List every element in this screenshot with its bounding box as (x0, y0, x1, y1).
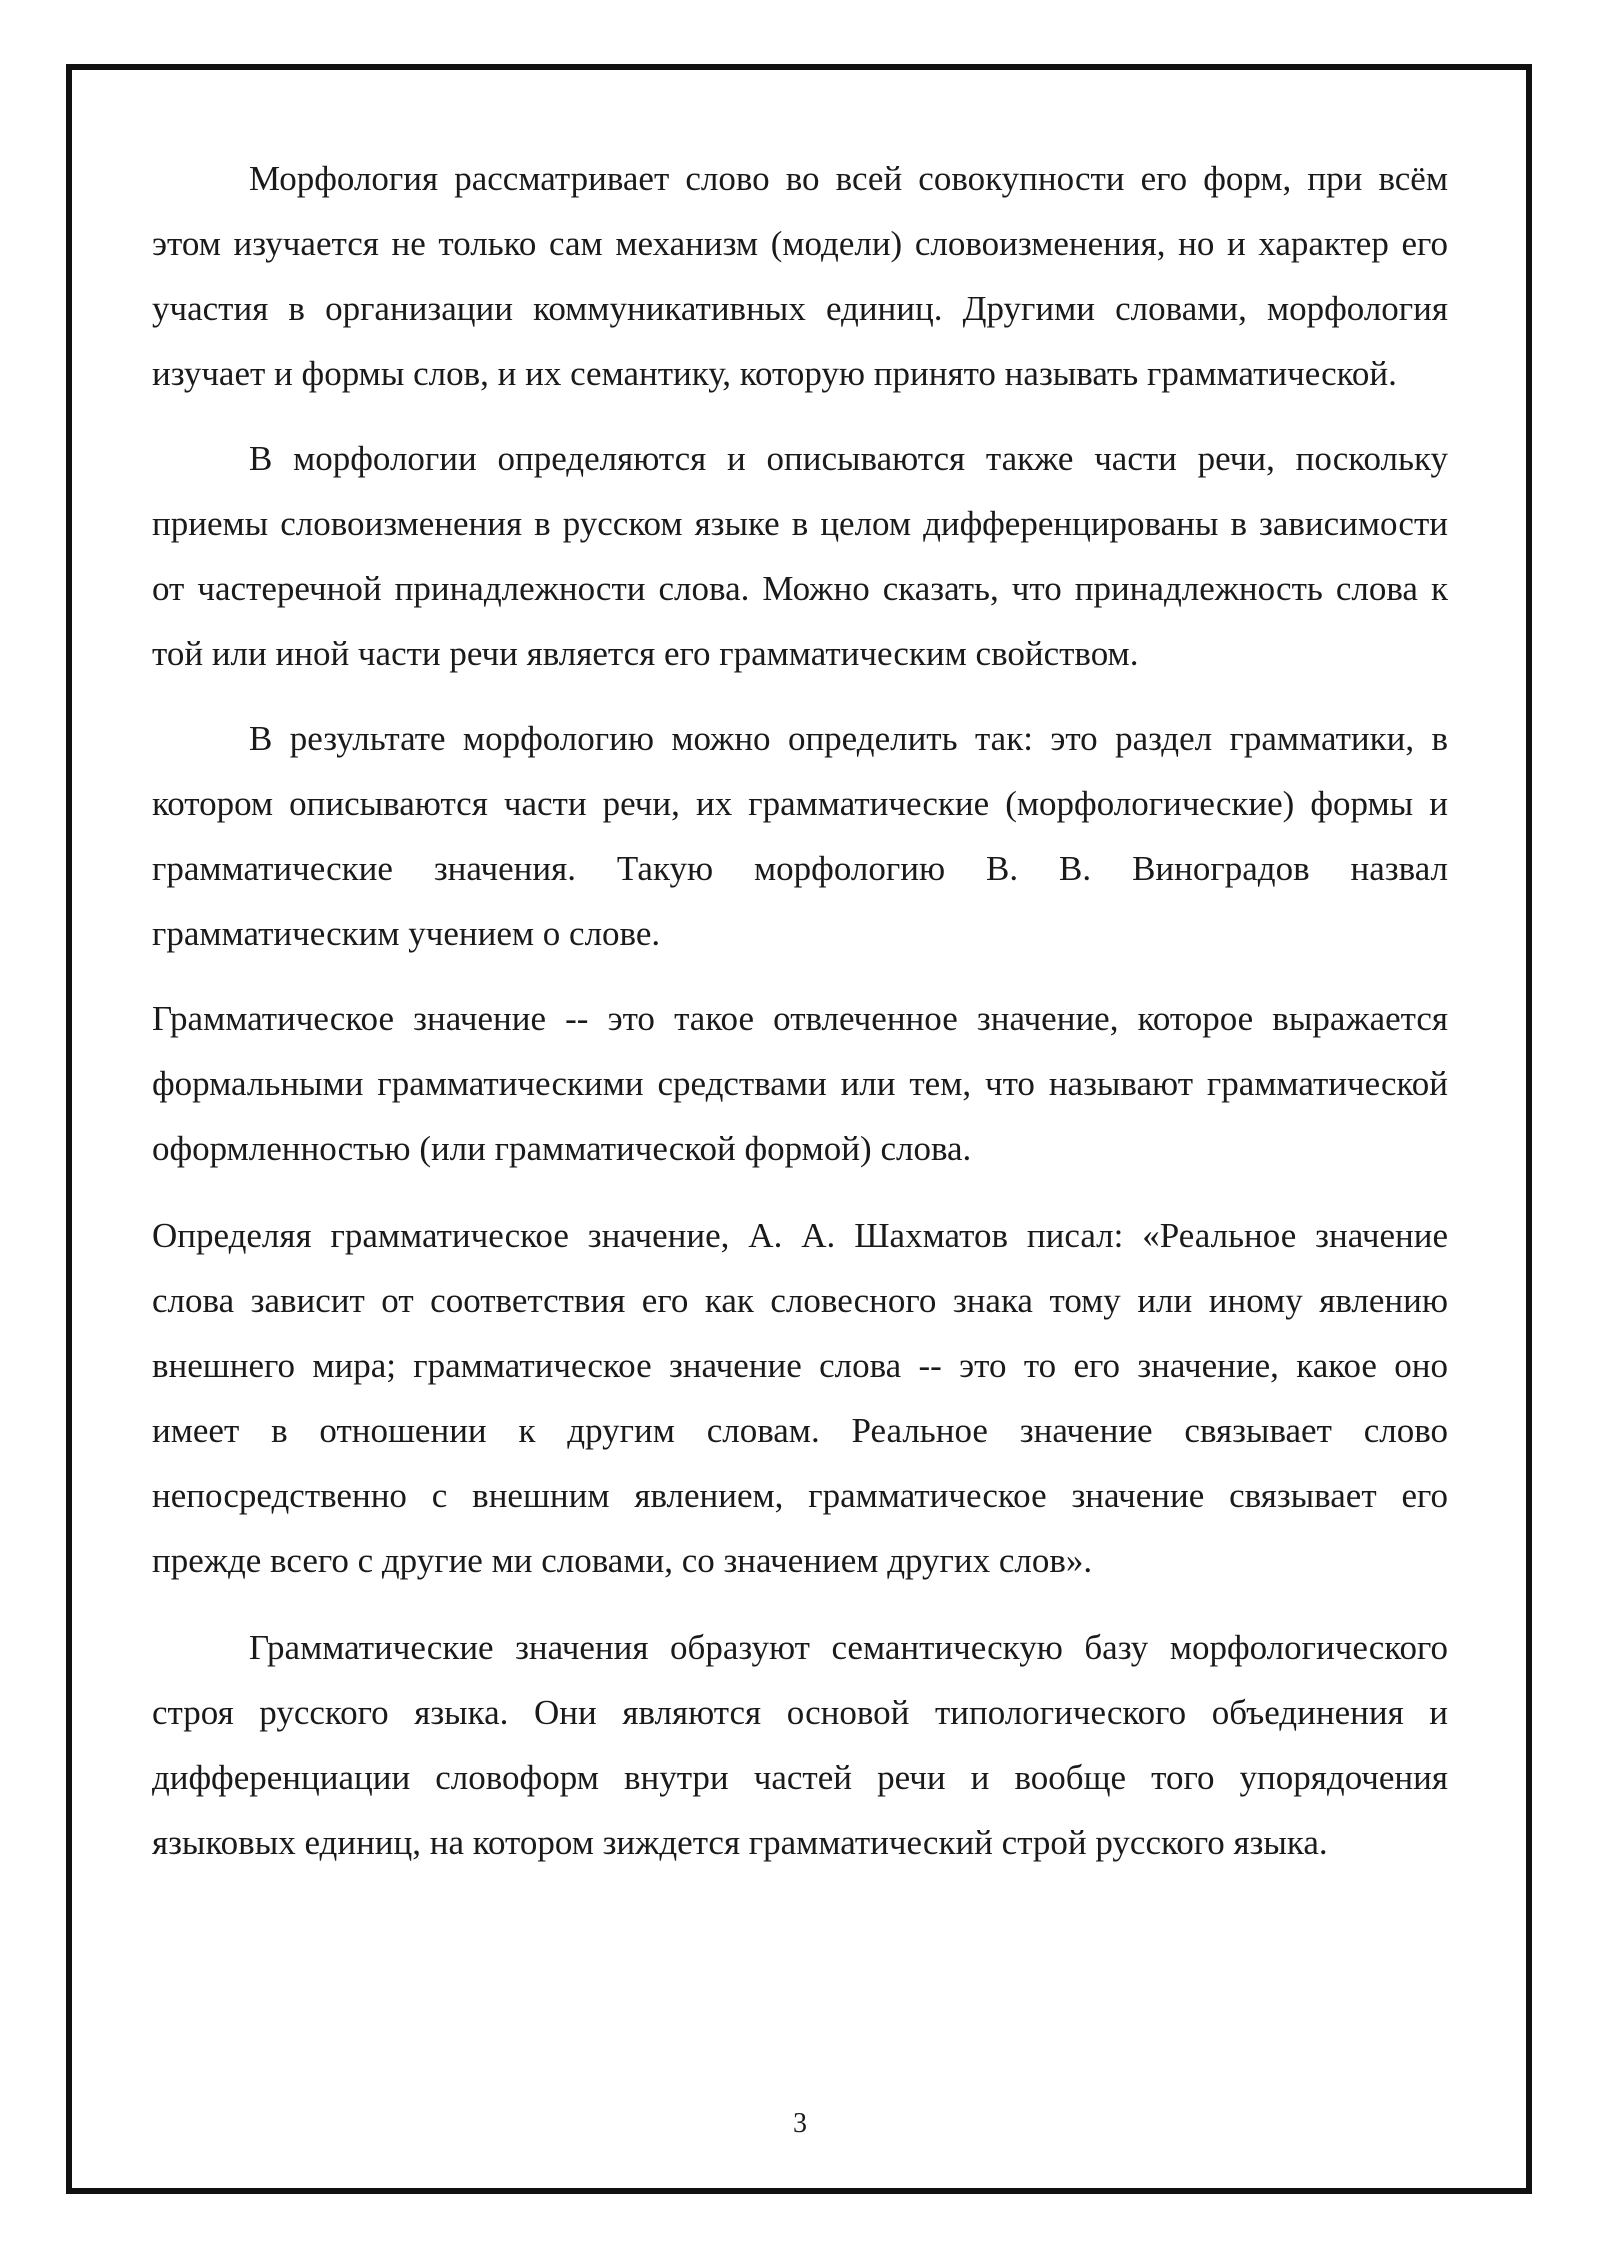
paragraph-parts-of-speech: В морфологии определяются и описываются также части речи, поскольку приемы словоизменения в русском языке в целом дифференцированы в зависимости от частеречной принадлежности слова. Можно сказать, что принадлежность слова к той или иной части речи является его грамматическим свойством. (152, 439, 1448, 673)
paragraph-grammatical-meaning: Грамматическое значение -- это такое отвлеченное значение, которое выражается формальными грамматическими средствами или тем, что называют грамматической оформленностью (или грамматической формой) слова. (152, 999, 1448, 1168)
paragraph-morphology-intro: Морфология рассматривает слово во всей совокупности его форм, при всём этом изучается не только сам механизм (модели) словоизменения, но и характер его участия в организации коммуникативных единиц. Другими словами, морфология изучает и формы слов, и их семантику, которую принято называть грамматической. (152, 159, 1448, 393)
paragraph-morphology-definition: В результате морфологию можно определить так: это раздел грамматики, в котором описываются части речи, их грамматические (морфологические) формы и грамматические значения. Такую морфологию В. В. Виноградов назвал грамматическим учением о слове. (152, 719, 1448, 953)
page-number: 3 (793, 2108, 807, 2139)
paragraph-shakhmatov-quote: Определяя грамматическое значение, А. А. Шахматов писал: «Реальное значение слова зависит от соответствия его как словесного знака тому или иному явлению внешнего мира; грамматическое значение слова -- это то его значение, какое оно имеет в отношении к другим словам. Реальное значение связывает слово непосредственно с внешним явлением, грамматическое значение связывает его прежде всего с другие ми словами, со значением других слов». (152, 1216, 1448, 1580)
paragraph-semantic-base: Грамматические значения образуют семантическую базу морфологического строя русского языка. Они являются основой типологического объединения и дифференциации словоформ внутри частей речи и вообще того упорядочения языковых единиц, на котором зиждется грамматический строй русского языка. (152, 1628, 1448, 1862)
document-body (152, 146, 1448, 1895)
